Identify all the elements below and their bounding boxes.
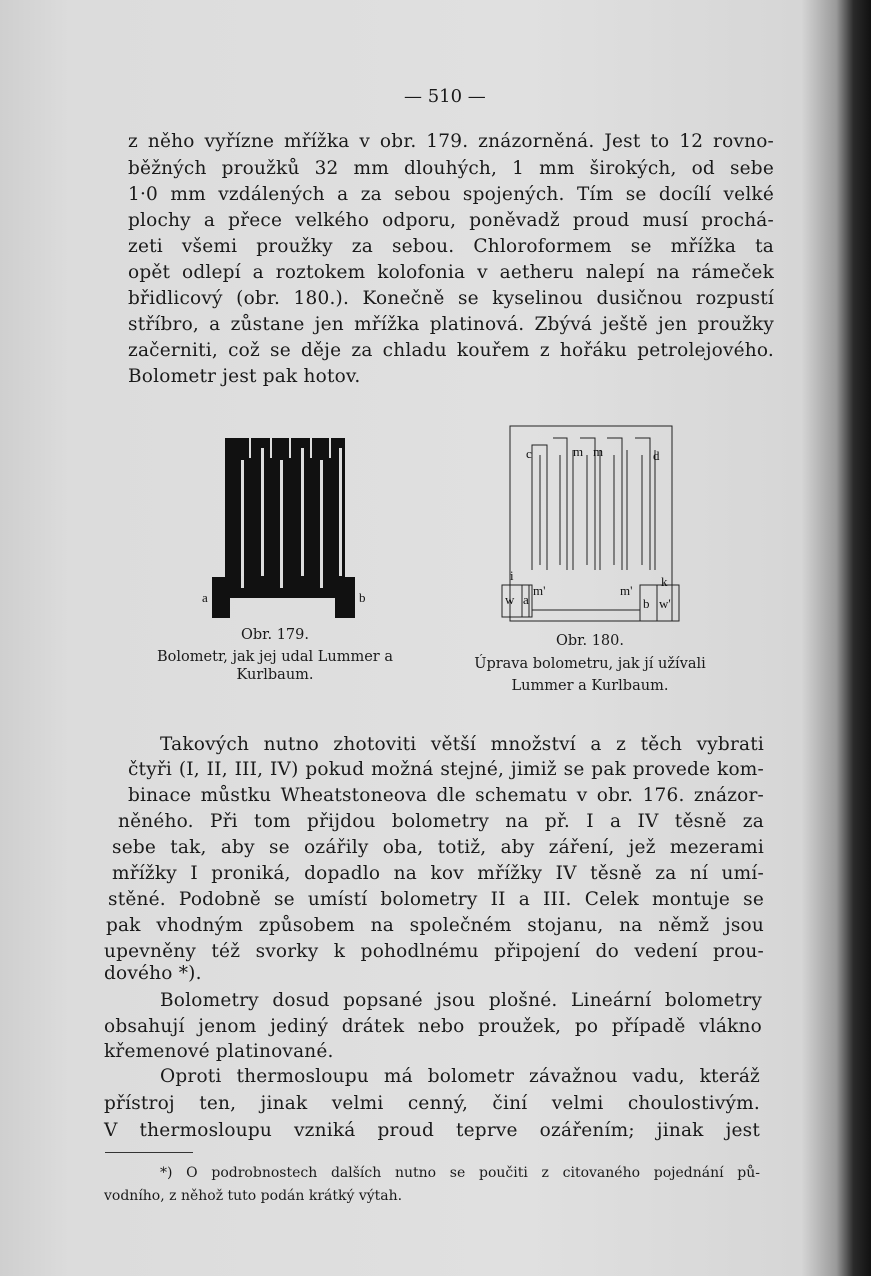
- text-line: plochy a přece velkého odporu, poněvadž proud musí prochá-: [128, 210, 774, 231]
- text-line: pak vhodným způsobem na společném stojanu, na němž jsou: [106, 915, 764, 936]
- text-line: mřížky I proniká, dopadlo na kov mřížky IV těsně za ní umí-: [112, 863, 764, 884]
- label-m-prime: m': [533, 583, 546, 598]
- figure-180-title: Obr. 180.: [555, 633, 624, 649]
- text-line: Bolometr jest pak hotov.: [128, 366, 361, 387]
- text-line: dového *).: [104, 963, 202, 984]
- label-c: c: [526, 446, 532, 461]
- text-line: běžných proužků 32 mm dlouhých, 1 mm širokých, od sebe: [128, 158, 774, 179]
- text-line: začerniti, což se děje za chladu kouřem z hořáku petrolejového.: [128, 340, 774, 361]
- text-line: V thermosloupu vzniká proud teprve ozářením; jinak jest: [104, 1120, 760, 1141]
- label-w: w: [505, 592, 515, 607]
- label-i: i: [510, 568, 514, 583]
- text-line: křemenové platinované.: [104, 1041, 334, 1062]
- text-line: obsahují jenom jediný drátek nebo proužek, po případě vlákno: [104, 1016, 762, 1037]
- text-line: Takových nutno zhotoviti větší množství a z těch vybrati: [160, 734, 764, 755]
- text-line: stěné. Podobně se umístí bolometry II a III. Celek montuje se: [108, 889, 764, 910]
- text-line: binace můstku Wheatstoneova dle schematu v obr. 176. znázor-: [128, 785, 764, 806]
- text-line: opět odlepí a roztokem kolofonia v aetheru nalepí na rámeček: [128, 262, 774, 283]
- footnote-line: vodního, z něhož tuto podán krátký výtah.: [104, 1188, 403, 1204]
- text-line: z něho vyřízne mřížka v obr. 179. znázorněná. Jest to 12 rovno-: [128, 131, 774, 152]
- text-line: 1·0 mm vzdálených a za sebou spojených. Tím se docílí velké: [128, 184, 774, 205]
- page-number: — 510 —: [404, 86, 486, 107]
- figure-179-caption-line: Kurlbaum.: [236, 667, 314, 683]
- bolometer-grid-illustration: [200, 430, 370, 630]
- label-m: m: [573, 444, 584, 459]
- text-line: upevněny též svorky k pohodlnému připojení do vedení prou-: [104, 941, 764, 962]
- figure-180-caption-line: Lummer a Kurlbaum.: [511, 678, 669, 694]
- label-w-prime: w': [659, 596, 671, 611]
- figure-179-caption-line: Bolometr, jak jej udal Lummer a: [157, 649, 393, 665]
- bolometer-frame-illustration: [495, 420, 685, 630]
- text-line: Oproti thermosloupu má bolometr závažnou vadu, kteráž: [160, 1066, 760, 1087]
- label-b: b: [359, 590, 366, 605]
- text-line: přístroj ten, jinak velmi cenný, činí velmi choulostivým.: [104, 1093, 760, 1114]
- text-line: zeti všemi proužky za sebou. Chloroformem se mřížka ta: [128, 236, 774, 257]
- label-a: a: [523, 592, 529, 607]
- label-m-prime: m': [620, 583, 633, 598]
- figure-179-title: Obr. 179.: [240, 627, 309, 643]
- text-line: čtyři (I, II, III, IV) pokud možná stejné, jimiž se pak provede kom-: [128, 759, 764, 780]
- label-a: a: [202, 590, 208, 605]
- text-line: břidlicový (obr. 180.). Konečně se kyselinou dusičnou rozpustí: [128, 288, 774, 309]
- text-line: něného. Při tom přijdou bolometry na př. I a IV těsně za: [118, 811, 764, 832]
- figure-180-caption-line: Úprava bolometru, jak jí užívali: [474, 656, 706, 672]
- text-line: stříbro, a zůstane jen mřížka platinová. Zbývá ještě jen proužky: [128, 314, 774, 335]
- label-b: b: [643, 596, 650, 611]
- text-line: sebe tak, aby se ozářily oba, totiž, aby záření, jež mezerami: [112, 837, 764, 858]
- text-line: Bolometry dosud popsané jsou plošné. Lineární bolometry: [160, 990, 762, 1011]
- label-m: m: [593, 444, 604, 459]
- label-k: k: [661, 574, 668, 589]
- footnote-divider: [105, 1152, 193, 1153]
- label-d: d: [653, 448, 660, 463]
- footnote-line: *) O podrobnostech dalších nutno se poučiti z citovaného pojednání pů-: [160, 1165, 760, 1181]
